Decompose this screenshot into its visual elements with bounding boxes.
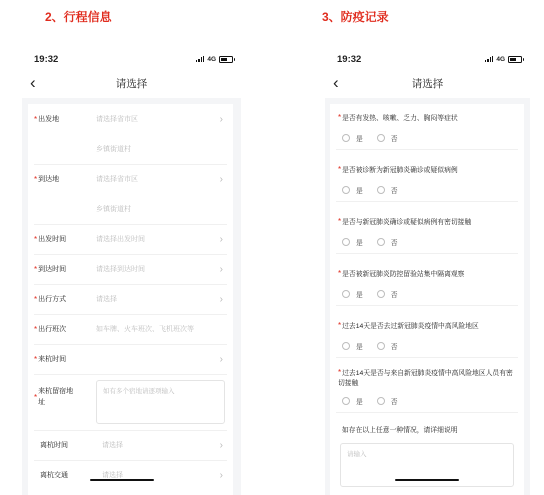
question-3-options: 是 否 <box>342 237 412 247</box>
epidemic-form <box>330 104 524 495</box>
divider <box>336 253 518 254</box>
status-bar <box>325 48 530 70</box>
depart-time-placeholder: 请选择出发时间 <box>96 236 145 243</box>
nav-bar <box>325 70 530 96</box>
required-mark: * <box>34 294 38 304</box>
question-6: *过去14天是否与来自新冠肺炎疫情中高风险地区人员有密切接触 <box>338 368 513 387</box>
question-5-options: 是 否 <box>342 341 412 351</box>
chevron-right-icon: › <box>219 263 223 275</box>
left-phone-screen <box>22 48 241 495</box>
divider <box>336 412 518 413</box>
arrive-time-placeholder: 请选择到达时间 <box>96 266 145 273</box>
chevron-right-icon: › <box>219 233 223 245</box>
heading-epidemic-record: 3、防疫记录 <box>322 10 389 24</box>
radio-no[interactable] <box>377 397 385 405</box>
visit-time-label: 来杭时间 <box>38 356 67 363</box>
leave-time-row[interactable] <box>28 430 233 460</box>
depart-place-row[interactable] <box>28 104 233 134</box>
divider <box>34 374 227 375</box>
other-details-label: 如存在以上任意一种情况，请详细说明 <box>342 427 458 434</box>
radio-yes[interactable] <box>342 290 350 298</box>
chevron-right-icon: › <box>219 353 223 365</box>
mode-placeholder: 请选择 <box>96 296 117 303</box>
network-type: 4G <box>496 55 505 63</box>
signal-icon <box>196 56 205 62</box>
stay-address-textarea[interactable]: 如有多个宿地请逐项输入 <box>96 380 225 424</box>
radio-yes[interactable] <box>342 238 350 246</box>
question-5: *过去14天是否去过新冠肺炎疫情中高风险地区 <box>338 321 479 330</box>
stay-label: 来杭留宿地址 <box>38 388 74 406</box>
arrive-place-row[interactable] <box>28 164 233 194</box>
other-details-textarea[interactable]: 请输入 <box>340 443 514 487</box>
required-mark: * <box>34 264 38 274</box>
radio-no[interactable] <box>377 134 385 142</box>
required-mark: * <box>34 174 38 184</box>
arrive-label: 到达地 <box>38 176 60 183</box>
question-1-options: 是 否 <box>342 133 412 143</box>
status-time: 19:32 <box>337 53 362 65</box>
status-time: 19:32 <box>34 53 59 65</box>
divider <box>336 357 518 358</box>
trip-number-label: 出行班次 <box>38 326 67 333</box>
required-mark: * <box>34 114 38 124</box>
arrive-time-label: 到达时间 <box>38 266 67 273</box>
radio-no[interactable] <box>377 290 385 298</box>
radio-no[interactable] <box>377 238 385 246</box>
chevron-right-icon: › <box>219 173 223 185</box>
question-4: *是否被新冠肺炎防控留验站集中隔离观察 <box>338 269 465 278</box>
arrive-city-placeholder: 请选择省市区 <box>96 176 138 183</box>
divider <box>336 305 518 306</box>
arrive-town-field: 乡镇街道村 <box>96 206 131 213</box>
battery-icon <box>219 56 233 63</box>
radio-no[interactable] <box>377 342 385 350</box>
question-1: *是否有发热、咳嗽、乏力、胸闷等症状 <box>338 113 458 122</box>
depart-label: 出发地 <box>38 116 60 123</box>
depart-city-placeholder: 请选择省市区 <box>96 116 138 123</box>
leave-transport-placeholder: 请选择 <box>102 472 123 479</box>
chevron-right-icon: › <box>219 113 223 125</box>
leave-transport-row[interactable] <box>28 460 233 490</box>
trip-number-input: 如车牌、火车班次、飞机班次等 <box>96 326 194 333</box>
arrive-time-row[interactable] <box>28 254 233 284</box>
chevron-right-icon: › <box>219 469 223 481</box>
leave-time-placeholder: 请选择 <box>102 442 123 449</box>
right-phone-screen <box>325 48 530 495</box>
network-type: 4G <box>207 55 216 63</box>
arrive-town-row[interactable] <box>28 194 233 224</box>
travel-mode-row[interactable] <box>28 284 233 314</box>
depart-town-row[interactable] <box>28 134 233 164</box>
status-icons <box>485 56 522 63</box>
depart-time-row[interactable] <box>28 224 233 254</box>
required-mark: * <box>34 234 38 244</box>
divider <box>336 149 518 150</box>
heading-trip-info: 2、行程信息 <box>45 10 112 24</box>
question-4-options: 是 否 <box>342 289 412 299</box>
chevron-right-icon: › <box>219 293 223 305</box>
depart-time-label: 出发时间 <box>38 236 67 243</box>
radio-no[interactable] <box>377 186 385 194</box>
divider <box>336 201 518 202</box>
home-indicator <box>395 479 459 482</box>
question-2: *是否被诊断为新冠肺炎确诊或疑似病例 <box>338 165 458 174</box>
trip-number-row[interactable] <box>28 314 233 344</box>
nav-bar <box>22 70 241 96</box>
status-bar <box>22 48 241 70</box>
radio-yes[interactable] <box>342 134 350 142</box>
page-title: 请选择 <box>411 77 444 90</box>
page-title: 请选择 <box>115 77 148 90</box>
radio-yes[interactable] <box>342 186 350 194</box>
question-3: *是否与新冠肺炎确诊或疑似病例有密切接触 <box>338 217 472 226</box>
back-icon[interactable]: ‹ <box>333 73 339 92</box>
radio-yes[interactable] <box>342 342 350 350</box>
status-icons <box>196 56 233 63</box>
battery-icon <box>508 56 522 63</box>
leave-time-label: 离杭时间 <box>40 442 68 449</box>
chevron-right-icon: › <box>219 439 223 451</box>
mode-label: 出行方式 <box>38 296 67 303</box>
leave-transport-label: 离杭交通 <box>40 472 68 479</box>
required-mark: * <box>34 324 38 334</box>
trip-form <box>28 104 233 495</box>
required-mark: * <box>34 354 38 364</box>
radio-yes[interactable] <box>342 397 350 405</box>
home-indicator <box>90 479 154 482</box>
signal-icon <box>485 56 494 62</box>
question-6-options: 是 否 <box>342 396 412 406</box>
back-icon[interactable]: ‹ <box>30 73 36 92</box>
visit-time-row[interactable] <box>28 344 233 374</box>
required-mark: * <box>34 392 38 402</box>
question-2-options: 是 否 <box>342 185 412 195</box>
depart-town-field: 乡镇街道村 <box>96 146 131 153</box>
